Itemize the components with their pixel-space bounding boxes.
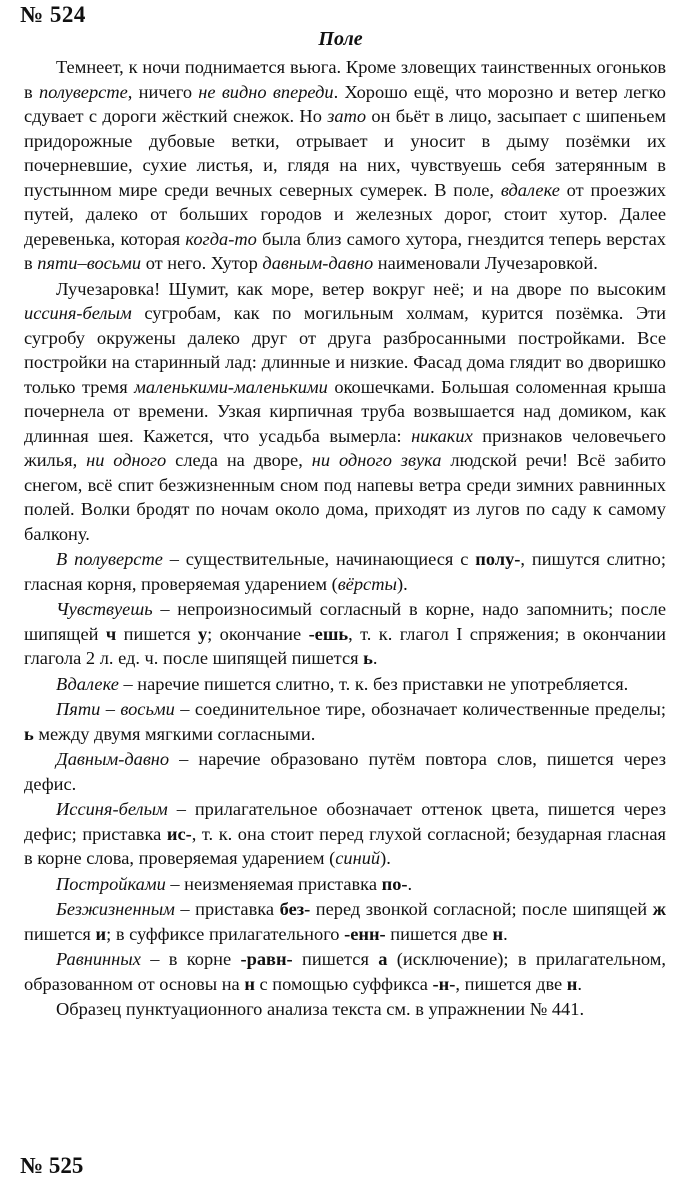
- paragraph-2: Лучезаровка! Шумит, как море, ветер вокруг неё; и на дворе по высоким иссиня-белым сугробам, как по могильным холмам, курится позёмка. Эти сугробу окружены далеко друг от друга разбросанными постройками. Все постройки на старинный лад: длинные и низкие. Фасад дома глядит во дворишко только тремя маленькими-маленькими окошечками. Большая соломенная крыша почернела от времени. Узкая кирпичная труба возвышается над домиком, как длинная шея. Кажется, что усадьба вымерла: никаких признаков человечьего жилья, ни одного следа на дворе, ни одного звука людской речи! Всё забито снегом, всё спит безжизненным сном под напевы ветра среди зимних равнинных полей. Волки бродят по ночам около дома, приходят из лугов по саду к самому балкону.: [24, 278, 666, 544]
- analysis-chuvstvuesh: Чувствуешь – непроизносимый согласный в корне, надо запомнить; после шипящей ч пишется у; окончание -ешь, т. к. глагол I спряжения; в окончании глагола 2 л. ед. ч. после шипящей пишется ь.: [24, 599, 666, 668]
- analysis-bezzhiznennym: Безжизненным – приставка без- перед звонкой согласной; после шипящей ж пишется и; в суффиксе прилагательного -енн- пишется две н.: [24, 899, 666, 944]
- analysis-davnym-davno: Давным-давно – наречие образовано путём повтора слов, пишется через дефис.: [24, 749, 666, 794]
- text-title: Поле: [318, 28, 363, 50]
- paragraph-1: Темнеет, к ночи поднимается вьюга. Кроме зловещих таинственных огоньков в полуверсте, ничего не видно впереди. Хорошо ещё, что морозно и ветер легко сдувает с дороги жёсткий снежок. Но зато он бьёт в лицо, засыпает с шипеньем придорожные дубовые ветки, отрывает и уносит в дыму позёмки их почерневшие, сухие листья, и, глядя на них, чувствуешь себя затерянным в пустынном мире среди вечных северных сумерек. В поле, вдалеке от проезжих путей, далеко от больших городов и железных дорог, стоит хутор. Далее деревенька, которая когда-то была близ самого хутора, гнездится теперь верстах в пяти–восьми от него. Хутор давным-давно наименовали Лучезаровкой.: [24, 57, 667, 273]
- analysis-issinya-belym: Иссиня-белым – прилагательное обозначает оттенок цвета, пишется через дефис; приставка ис-, т. к. она стоит перед глухой согласной; безударная гласная в корне слова, проверяемая ударением (синий).: [24, 799, 666, 868]
- analysis-pyati-vosmi: Пяти – восьми – соединительное тире, обозначает количественные пределы; ь между двумя мягкими согласными.: [24, 699, 666, 744]
- exercise-number: № 524: [20, 2, 86, 27]
- analysis-polu: В полуверсте – существительные, начинающиеся с полу-, пишутся слитно; гласная корня, проверяемая ударением (вёрсты).: [24, 549, 666, 594]
- next-exercise-number: № 525: [20, 1153, 84, 1178]
- analysis-vdaleke: Вдалеке – наречие пишется слитно, т. к. без приставки не употребляется.: [56, 673, 629, 694]
- main-text: [24, 55, 666, 1022]
- analysis-ravninnykh: Равнинных – в корне -равн- пишется а (исключение); в прилагательном, образованном от основы на н с помощью суффикса -н-, пишется две н.: [24, 949, 666, 994]
- analysis-postroykami: Постройками – неизменяемая приставка по-.: [56, 873, 413, 894]
- final-note: Образец пунктуационного анализа текста см. в упражнении № 441.: [56, 999, 585, 1019]
